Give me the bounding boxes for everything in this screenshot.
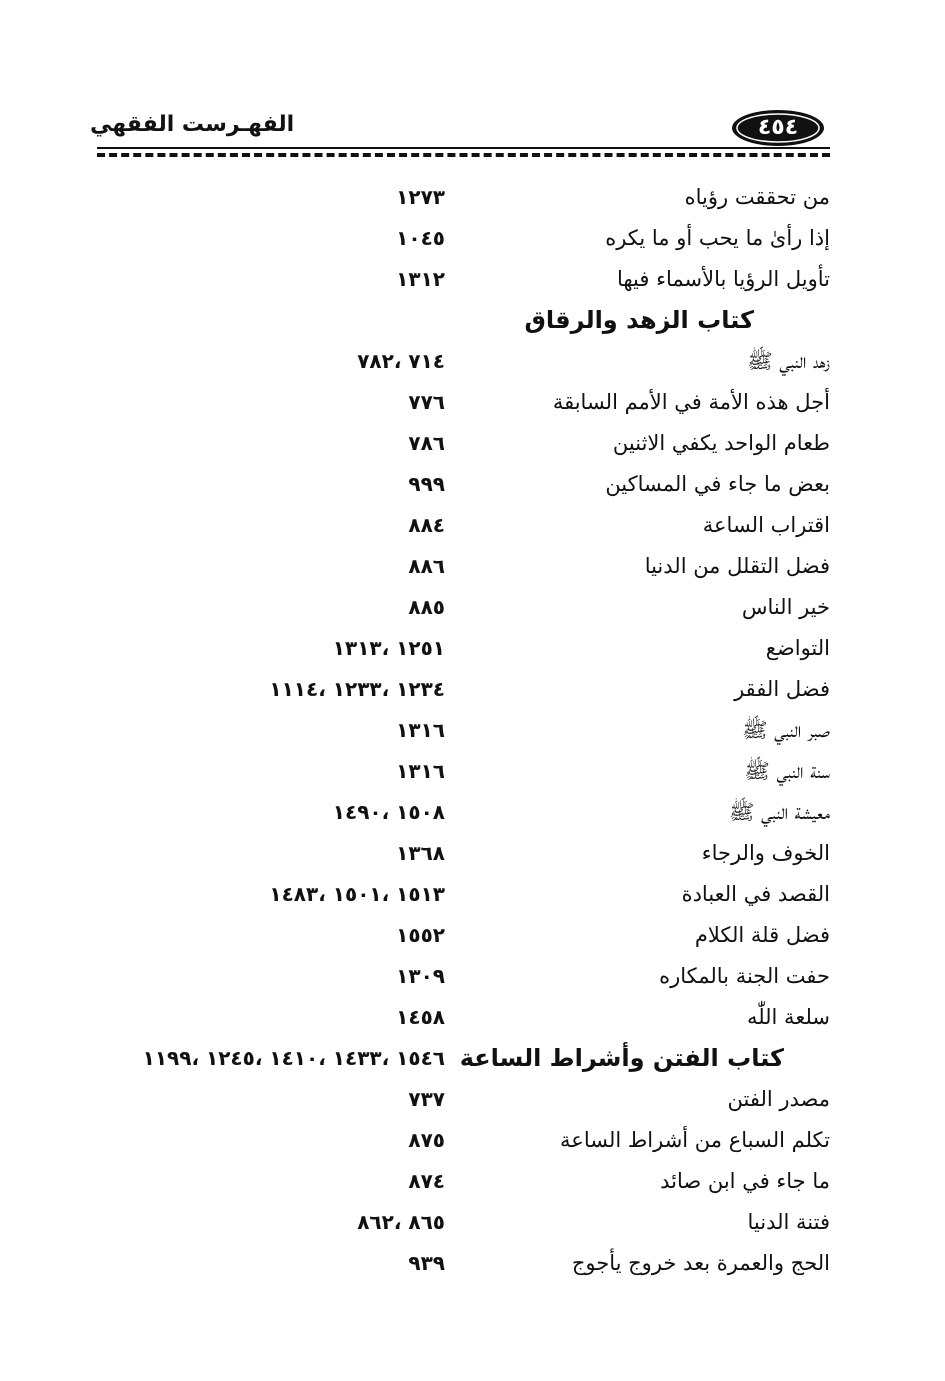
entry-pages: ٧٨٦	[408, 431, 445, 455]
entry-topic: زهد النبي ﷺ	[747, 349, 830, 373]
entry-pages: ١٢٣٤ ،١٢٣٣ ،١١١٤	[269, 677, 445, 701]
entry-topic: أجل هذه الأمة في الأمم السابقة	[552, 390, 830, 414]
entry-topic: ما جاء في ابن صائد	[660, 1169, 830, 1193]
entry-pages: ١٢٧٣	[396, 185, 445, 209]
entry-topic: تكلم السباع من أشراط الساعة	[560, 1128, 830, 1152]
index-entry	[90, 341, 830, 382]
index-entry	[90, 628, 830, 669]
entry-topic: معيشة النبي ﷺ	[728, 800, 830, 824]
entry-pages: ١٥٥٢	[396, 923, 445, 947]
entry-pages: ٧١٤ ،٧٨٢	[357, 349, 445, 373]
entry-topic: إذا رأىٰ ما يحب أو ما يكره	[605, 226, 830, 250]
entry-topic: فضل الفقر	[734, 677, 830, 701]
entry-pages: ٨٨٥	[408, 595, 445, 619]
entry-pages: ١٣٠٩	[396, 964, 445, 988]
entry-pages: ٨٦٥ ،٨٦٢	[357, 1210, 445, 1234]
entry-topic: القصد في العبادة	[681, 882, 830, 906]
section-title: كتاب الفتن وأشراط الساعة	[459, 1044, 784, 1072]
entry-topic: التواضع	[765, 636, 830, 660]
section-heading	[90, 300, 830, 341]
entry-topic: خير الناس	[741, 595, 830, 619]
index-entry	[90, 423, 830, 464]
index-entry	[90, 874, 830, 915]
entry-pages: ١٣١٦	[396, 718, 445, 742]
index-entry	[90, 505, 830, 546]
index-entry	[90, 259, 830, 300]
index-entry	[90, 464, 830, 505]
entry-pages: ٩٩٩	[408, 472, 445, 496]
page-number: ٤٥٤	[757, 115, 799, 140]
index-entry	[90, 710, 830, 751]
header-rule	[97, 147, 830, 149]
index-entry	[90, 1243, 830, 1284]
entry-pages: ١٣١٢	[396, 267, 445, 291]
index-entry	[90, 1079, 830, 1120]
page-number-badge	[730, 108, 826, 148]
entry-topic: تأويل الرؤيا بالأسماء فيها	[616, 267, 830, 291]
entry-topic: مصدر الفتن	[727, 1087, 830, 1111]
index-entry	[90, 177, 830, 218]
entry-pages: ٨٧٥	[408, 1128, 445, 1152]
section-heading	[90, 1038, 830, 1079]
entry-pages: ١٤٥٨	[396, 1005, 445, 1029]
index-entry	[90, 997, 830, 1038]
entry-pages: ١٥٤٦ ،١٤٣٣ ،١٤١٠ ،١٢٤٥ ،١١٩٩	[142, 1046, 445, 1070]
index-entry	[90, 669, 830, 710]
entry-topic: من تحققت رؤياه	[684, 185, 830, 209]
index-entry	[90, 792, 830, 833]
entry-pages: ٨٨٤	[408, 513, 445, 537]
entry-topic: حفت الجنة بالمكاره	[659, 964, 830, 988]
index-entry	[90, 546, 830, 587]
entry-pages: ١٥٠٨ ،١٤٩٠	[332, 800, 445, 824]
index-entry	[90, 1202, 830, 1243]
entry-pages: ١٥١٣ ،١٥٠١ ،١٤٨٣	[269, 882, 445, 906]
index-entry	[90, 382, 830, 423]
entry-pages: ٩٣٩	[408, 1251, 445, 1275]
index-entry	[90, 1161, 830, 1202]
index-entry	[90, 751, 830, 792]
entry-topic: بعض ما جاء في المساكين	[605, 472, 830, 496]
entry-topic: فضل قلة الكلام	[694, 923, 830, 947]
entry-pages: ١٠٤٥	[396, 226, 445, 250]
entry-topic: صبر النبي ﷺ	[742, 718, 830, 742]
entry-pages: ٨٨٦	[408, 554, 445, 578]
entry-pages: ١٣١٦	[396, 759, 445, 783]
index-entry	[90, 587, 830, 628]
entry-topic: طعام الواحد يكفي الاثنين	[612, 431, 830, 455]
index-entry	[90, 956, 830, 997]
entry-pages: ١٣٦٨	[396, 841, 445, 865]
index-entry	[90, 915, 830, 956]
entry-topic: فضل التقلل من الدنيا	[644, 554, 830, 578]
header-dashed-rule	[97, 153, 830, 157]
index-entry	[90, 218, 830, 259]
section-title: كتاب الزهد والرقاق	[524, 306, 754, 334]
index-entry	[90, 1120, 830, 1161]
entry-topic: اقتراب الساعة	[702, 513, 830, 537]
entry-topic: الخوف والرجاء	[701, 841, 830, 865]
entry-topic: الحج والعمرة بعد خروج يأجوج	[571, 1251, 830, 1275]
entry-pages: ٧٣٧	[408, 1087, 445, 1111]
entry-pages: ٧٧٦	[408, 390, 445, 414]
entry-pages: ٨٧٤	[408, 1169, 445, 1193]
entry-topic: سلعة اللّٰه	[746, 1005, 830, 1029]
index-entry	[90, 833, 830, 874]
running-header-title: الفهـرست الفقهي	[90, 112, 295, 137]
entry-topic: فتنة الدنيا	[747, 1210, 830, 1234]
entry-pages: ١٢٥١ ،١٣١٣	[332, 636, 445, 660]
entry-topic: سنة النبي ﷺ	[744, 759, 830, 783]
